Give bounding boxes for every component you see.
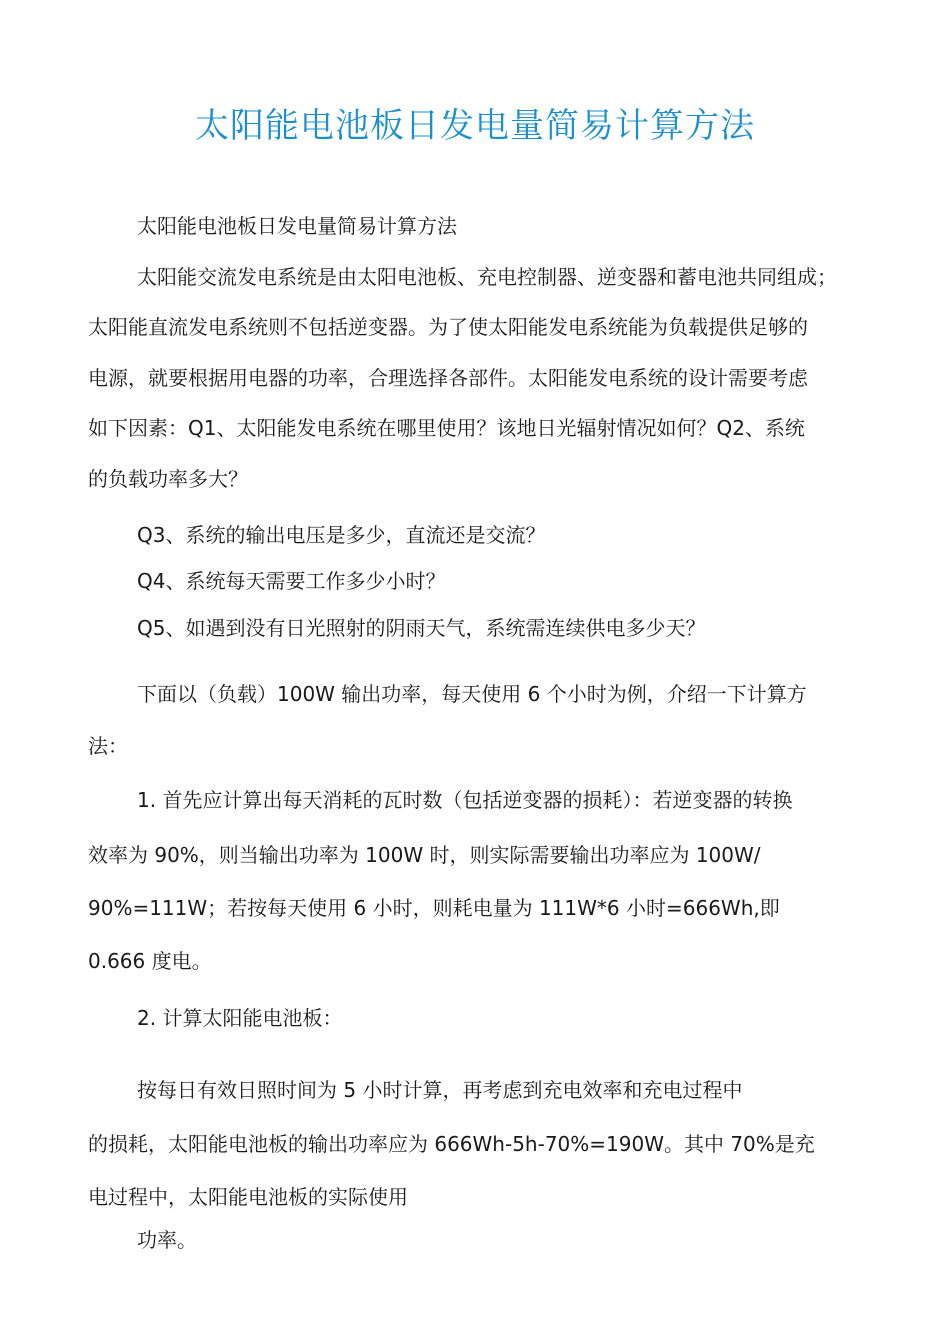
paragraph-line: 功率。 <box>137 1228 197 1252</box>
paragraph-line: 太阳能交流发电系统是由太阳电池板、充电控制器、逆变器和蓄电池共同组成； <box>137 265 837 289</box>
paragraph-line: 如下因素：Q1、太阳能发电系统在哪里使用？该地日光辐射情况如何？Q2、系统 <box>88 416 805 440</box>
paragraph-line: 的负载功率多大？ <box>88 467 248 491</box>
paragraph-line: 下面以（负载）100W 输出功率，每天使用 6 个小时为例，介绍一下计算方 <box>137 682 807 706</box>
paragraph-line: 效率为 90%，则当输出功率为 100W 时，则实际需要输出功率应为 100W/ <box>88 843 761 867</box>
paragraph-line: 2. 计算太阳能电池板： <box>137 1006 343 1030</box>
paragraph-line: 电过程中，太阳能电池板的实际使用 <box>88 1185 408 1209</box>
paragraph-line: 按每日有效日照时间为 5 小时计算，再考虑到充电效率和充电过程中 <box>137 1078 743 1102</box>
paragraph-line: 太阳能电池板日发电量简易计算方法 <box>137 214 457 238</box>
paragraph-line: 的损耗，太阳能电池板的输出功率应为 666Wh-5h-70%=190W。其中 70%是充 <box>88 1132 815 1156</box>
paragraph-line: Q4、系统每天需要工作多少小时？ <box>137 569 446 593</box>
paragraph-line: Q5、如遇到没有日光照射的阴雨天气，系统需连续供电多少天？ <box>137 616 706 640</box>
paragraph-line: 太阳能直流发电系统则不包括逆变器。为了使太阳能发电系统能为负载提供足够的 <box>88 315 808 339</box>
paragraph-line: 法： <box>88 734 128 758</box>
paragraph-line: 1. 首先应计算出每天消耗的瓦时数（包括逆变器的损耗）：若逆变器的转换 <box>137 788 793 812</box>
paragraph-line: 90%=111W；若按每天使用 6 小时，则耗电量为 111W*6 小时=666Wh,即 <box>88 896 780 920</box>
document-title: 太阳能电池板日发电量简易计算方法 <box>195 106 755 146</box>
paragraph-line: 电源，就要根据用电器的功率，合理选择各部件。太阳能发电系统的设计需要考虑 <box>88 366 808 390</box>
paragraph-line: 0.666 度电。 <box>88 949 212 973</box>
paragraph-line: Q3、系统的输出电压是多少，直流还是交流？ <box>137 523 546 547</box>
